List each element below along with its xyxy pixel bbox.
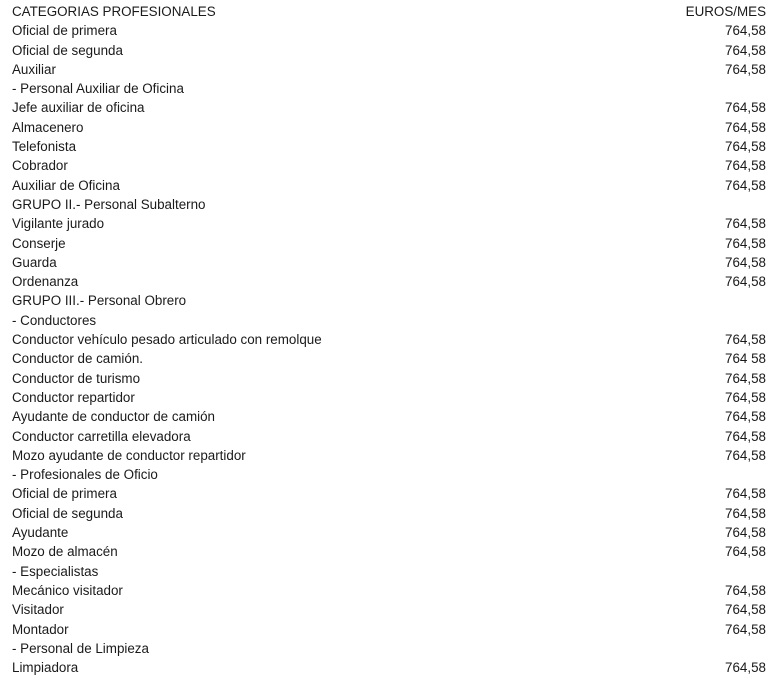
- section-heading: [12, 311, 766, 330]
- category-label: Mecánico visitador: [12, 582, 123, 598]
- salary-value: 764,58: [725, 447, 766, 463]
- salary-value: 764 58: [725, 351, 766, 367]
- table-row: [12, 620, 766, 639]
- table-row: [12, 21, 766, 40]
- category-label: Oficial de primera: [12, 23, 117, 39]
- category-label: GRUPO II.- Personal Subalterno: [12, 196, 206, 212]
- table-row: [12, 427, 766, 446]
- table-row: [12, 41, 766, 60]
- salary-value: 764,58: [725, 486, 766, 502]
- table-row: [12, 388, 766, 407]
- salary-value: 764,58: [725, 100, 766, 116]
- salary-value: 764,58: [725, 602, 766, 618]
- category-label: Conductor repartidor: [12, 389, 135, 405]
- salary-value: 764,58: [725, 274, 766, 290]
- category-label: Jefe auxiliar de oficina: [12, 100, 145, 116]
- table-row: [12, 600, 766, 619]
- section-heading: [12, 291, 766, 310]
- category-label: Ayudante: [12, 525, 69, 541]
- category-label: Montador: [12, 621, 69, 637]
- category-label: Oficial de primera: [12, 486, 117, 502]
- category-label: Guarda: [12, 254, 57, 270]
- category-label: Ordenanza: [12, 274, 79, 290]
- salary-value: 764,58: [725, 428, 766, 444]
- table-row: [12, 272, 766, 291]
- table-row: [12, 176, 766, 195]
- category-label: GRUPO III.- Personal Obrero: [12, 293, 187, 309]
- column-header-category: CATEGORIAS PROFESIONALES: [12, 4, 216, 19]
- table-row: [12, 369, 766, 388]
- category-label: - Conductores: [12, 312, 97, 328]
- category-label: Cobrador: [12, 158, 68, 174]
- salary-value: 764,58: [725, 621, 766, 637]
- salary-value: 764,58: [725, 544, 766, 560]
- salary-value: 764,58: [725, 525, 766, 541]
- section-heading: [12, 639, 766, 658]
- category-label: Almacenero: [12, 119, 84, 135]
- category-label: - Personal Auxiliar de Oficina: [12, 81, 184, 97]
- category-label: Telefonista: [12, 139, 77, 155]
- section-heading: [12, 79, 766, 98]
- salary-value: 764,58: [725, 389, 766, 405]
- category-label: Mozo de almacén: [12, 544, 118, 560]
- salary-value: 764,58: [725, 61, 766, 77]
- table-row: [12, 407, 766, 426]
- table-row: [12, 253, 766, 272]
- category-label: Oficial de segunda: [12, 42, 123, 58]
- category-label: Ayudante de conductor de camión: [12, 409, 215, 425]
- salary-value: 764,58: [725, 505, 766, 521]
- table-row: [12, 137, 766, 156]
- table-row: [12, 349, 766, 368]
- table-row: [12, 234, 766, 253]
- salary-value: 764,58: [725, 582, 766, 598]
- salary-value: 764,58: [725, 158, 766, 174]
- salary-value: 764,58: [725, 177, 766, 193]
- table-row: [12, 60, 766, 79]
- section-heading: [12, 195, 766, 214]
- category-label: Auxiliar de Oficina: [12, 177, 120, 193]
- table-row: [12, 214, 766, 233]
- table-row: [12, 504, 766, 523]
- category-label: Conserje: [12, 235, 66, 251]
- table-row: [12, 330, 766, 349]
- category-label: - Personal de Limpieza: [12, 640, 149, 656]
- category-label: Conductor carretilla elevadora: [12, 428, 191, 444]
- table-row: [12, 118, 766, 137]
- category-label: - Profesionales de Oficio: [12, 467, 158, 483]
- table-row: [12, 658, 766, 677]
- category-label: Oficial de segunda: [12, 505, 123, 521]
- salary-value: 764,58: [725, 23, 766, 39]
- table-header: [12, 2, 766, 21]
- category-label: Visitador: [12, 602, 64, 618]
- section-heading: [12, 562, 766, 581]
- salary-value: 764,58: [725, 409, 766, 425]
- table-row: [12, 542, 766, 561]
- salary-value: 764,58: [725, 216, 766, 232]
- category-label: Conductor vehículo pesado articulado con remolque: [12, 332, 322, 348]
- table-row: [12, 98, 766, 117]
- category-label: Vigilante jurado: [12, 216, 105, 232]
- salary-value: 764,58: [725, 139, 766, 155]
- table-body: [12, 21, 766, 677]
- category-label: Mozo ayudante de conductor repartidor: [12, 447, 246, 463]
- table-row: [12, 581, 766, 600]
- salary-table: [12, 2, 766, 677]
- column-header-unit: EUROS/MES: [685, 4, 766, 19]
- category-label: Auxiliar: [12, 61, 56, 77]
- section-heading: [12, 465, 766, 484]
- table-row: [12, 484, 766, 503]
- salary-value: 764,58: [725, 235, 766, 251]
- category-label: - Especialistas: [12, 563, 99, 579]
- category-label: Conductor de camión.: [12, 351, 144, 367]
- table-row: [12, 156, 766, 175]
- salary-value: 764,58: [725, 42, 766, 58]
- salary-value: 764,58: [725, 332, 766, 348]
- salary-value: 764,58: [725, 119, 766, 135]
- table-row: [12, 523, 766, 542]
- table-row: [12, 446, 766, 465]
- category-label: Conductor de turismo: [12, 370, 141, 386]
- category-label: Limpiadora: [12, 660, 79, 676]
- salary-value: 764,58: [725, 660, 766, 676]
- salary-value: 764,58: [725, 254, 766, 270]
- salary-value: 764,58: [725, 370, 766, 386]
